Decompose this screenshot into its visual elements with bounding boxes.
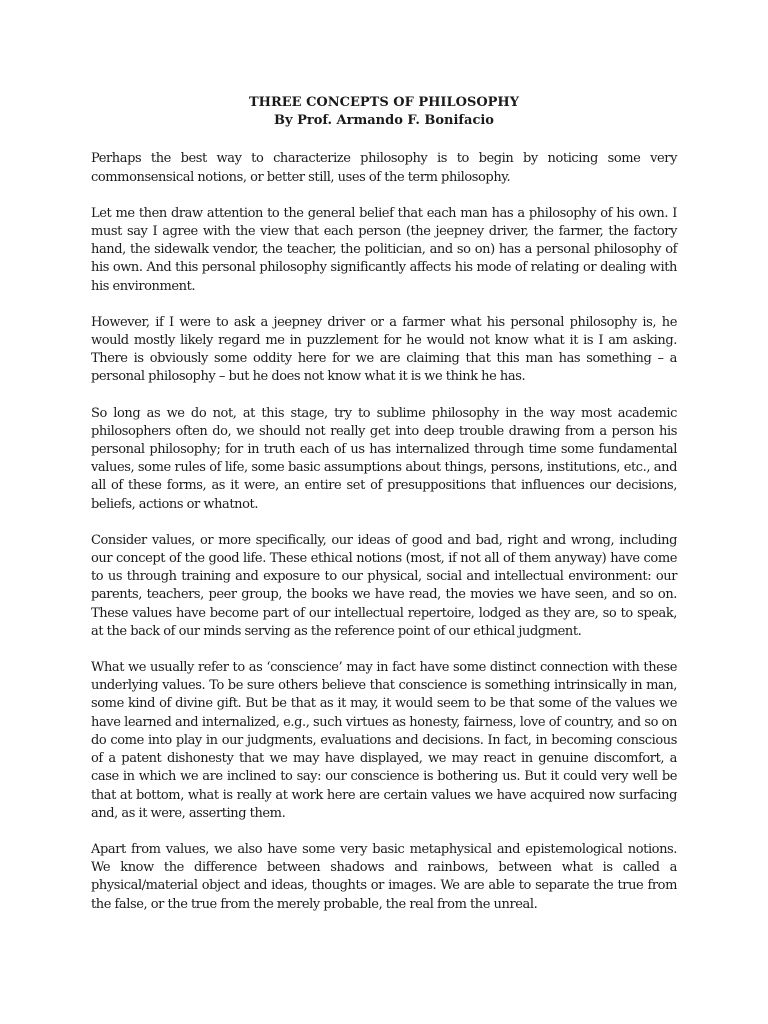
paragraph: Perhaps the best way to characterize philosophy is to begin by noticing some very commonsensical notions, or better still, uses of the term philosophy.	[91, 151, 677, 185]
document-author: By Prof. Armando F. Bonifacio	[274, 113, 494, 129]
document-title: THREE CONCEPTS OF PHILOSOPHY	[248, 95, 519, 110]
paragraph: What we usually refer to as ‘conscience’ may in fact have some distinct connection with these underlying values. To be sure others believe that conscience is something intrinsically in man, some kind of divine gift. But be that as it may, it would seem to be that some of the values we have learned and internalized, e.g., such virtues as honesty, fairness, love of country, and so on do come into play in our judgments, evaluations and decisions. In fact, in becoming conscious of a patent dishonesty that we may have displayed, we may react in genuine discomfort, a case in which we are inclined to say: our conscience is bothering us. But it could very well be that at bottom, what is really at work here are certain values we have acquired now surfacing and, as it were, asserting them.	[91, 660, 677, 821]
paragraph: So long as we do not, at this stage, try to sublime philosophy in the way most academic philosophers often do, we should not really get into deep trouble drawing from a person his personal philosophy; for in truth each of us has internalized through time some fundamental values, some rules of life, some basic assumptions about things, persons, institutions, etc., and all of these forms, as it were, an entire set of presuppositions that influences our decisions, beliefs, actions or whatnot.	[91, 405, 677, 512]
document-content	[91, 94, 677, 932]
paragraph: However, if I were to ask a jeepney driver or a farmer what his personal philosophy is, he would mostly likely regard me in puzzlement for he would not know what it is I am asking. There is obviously some oddity here for we are claiming that this man has something – a personal philosophy – but he does not know what it is we think he has.	[91, 314, 677, 385]
document-body	[91, 150, 677, 913]
paragraph: Consider values, or more specifically, our ideas of good and bad, right and wrong, including our concept of the good life. These ethical notions (most, if not all of them anyway) have come to us through training and exposure to our physical, social and intellectual environment: our parents, teachers, peer group, the books we have read, the movies we have seen, and so on. These values have become part of our intellectual repertoire, lodged as they are, so to speak, at the back of our minds serving as the reference point of our ethical judgment.	[91, 532, 677, 639]
paragraph: Let me then draw attention to the general belief that each man has a philosophy of his own. I must say I agree with the view that each person (the jeepney driver, the farmer, the factory hand, the sidewalk vendor, the teacher, the politician, and so on) has a personal philosophy of his own. And this personal philosophy significantly affects his mode of relating or dealing with his environment.	[91, 205, 677, 294]
paragraph: Apart from values, we also have some very basic metaphysical and epistemological notions. We know the difference between shadows and rainbows, between what is called a physical/material object and ideas, thoughts or images. We are able to separate the true from the false, or the true from the merely probable, the real from the unreal.	[91, 841, 677, 912]
